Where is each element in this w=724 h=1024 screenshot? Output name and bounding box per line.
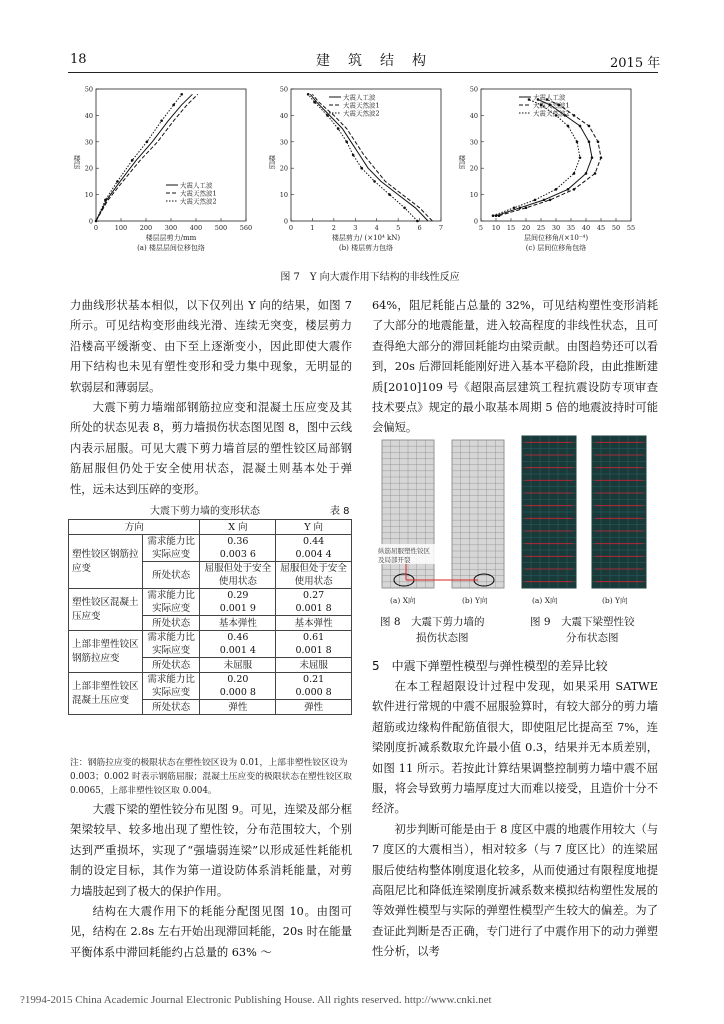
table-cell: 0.44 0.004 4: [276, 535, 352, 562]
series-point: [116, 180, 119, 183]
series-point: [307, 93, 310, 96]
panel-subcaption: (c) 层间位移角包络: [525, 244, 587, 252]
caption-line: 损伤状态图: [416, 632, 469, 644]
table-header-cell: X 向: [200, 520, 276, 535]
series-point: [549, 199, 552, 202]
y-tick-label: 20: [469, 164, 478, 173]
series-point: [528, 98, 531, 101]
table-cell: 0.61 0.001 8: [276, 631, 352, 658]
figure8-caption: [380, 614, 520, 646]
table-group-cell: 上部非塑性铰区钢筋拉应变: [69, 631, 143, 673]
right-column-top: [372, 296, 658, 439]
journal-year: 2015 年: [610, 56, 661, 71]
table-cell: 0.27 0.001 8: [276, 589, 352, 616]
x-tick-label: 5: [396, 224, 401, 232]
figure7-panel-b: [265, 85, 465, 260]
copyright-footer: ?1994-2015 China Academic Journal Electronic Publishing House. All rights reserved. http://www.cnki.net: [20, 994, 492, 1006]
figure7-panel-a: [70, 85, 270, 260]
series-point: [104, 199, 107, 202]
paragraph: 大震下剪力墙端部钢筋拉应变和混凝土压应变及其所处的状态见表 8，剪力墙损伤状态图见图 8，图中云线内表示屈服。可见大震下剪力墙首层的塑性铰区局部钢筋屈服但仍处于安全使用状态，混凝土则基本处于弹性，远未达到压碎的变形。: [70, 401, 352, 496]
series-point: [600, 156, 603, 159]
series-point: [146, 141, 149, 144]
y-tick-label: 50: [469, 85, 478, 94]
x-tick-label: 300: [164, 224, 178, 232]
figure9-caption: [530, 614, 660, 646]
y-tick-label: 50: [279, 85, 288, 94]
paragraph: 初步判断可能是由于 8 度区中震的地震作用较大（与 7 度区的大震相当），相对较多（与 7 度区比）的连梁屈服后使结构整体刚度退化较多，从而使通过有限程度地提高阻尼比和降低连梁刚度折减系数来模拟结构塑性发展的等效弹性模型与实际的弹塑性模型产生较大的偏差。为了查证此判断是否正确，专门进行了中震作用下的动力弹塑性分析，以考: [372, 822, 658, 959]
x-tick-label: 10: [491, 224, 501, 232]
x-tick-label: 1: [310, 224, 315, 232]
figure9a-building: [522, 436, 576, 588]
figure9-sub-b: (b) Y向: [602, 596, 628, 605]
series-point: [172, 104, 175, 107]
table-cell: 屈服但处于安全使用状态: [200, 562, 276, 589]
x-tick-label: 30: [551, 224, 561, 232]
y-axis-label: 楼层: [73, 155, 81, 169]
y-tick-label: 30: [84, 138, 93, 147]
series-point: [588, 125, 591, 128]
figure8a-building: [382, 440, 434, 588]
series-point: [180, 93, 183, 96]
series-point: [519, 207, 522, 210]
series-point: [573, 114, 576, 117]
series-point: [576, 141, 579, 144]
series-point: [534, 199, 537, 202]
legend-entry: 大震天然波1: [533, 101, 570, 110]
y-axis-label: 楼层: [268, 155, 276, 169]
series-point: [313, 101, 316, 104]
table-header-cell: Y 向: [276, 520, 352, 535]
y-tick-label: 0: [283, 217, 288, 226]
x-tick-label: 6: [417, 224, 422, 232]
paragraph: 大震下梁的塑性铰分布见图 9。可见，连梁及部分框架梁较早、较多地出现了塑性铰，分布范围较大，个别达到严重损坏，实现了“强墙弱连梁”以形成延性耗能机制的设定目标，其作为第一道设防体系消耗能量，对剪力墙肢起到了极大的保护作用。: [70, 803, 352, 898]
table-cell: 所处状态: [142, 616, 200, 631]
y-tick-label: 0: [88, 217, 93, 226]
section-title: 5 中震下弹塑性模型与弹性模型的差异比较: [372, 659, 608, 673]
series-point: [360, 167, 363, 170]
series-point: [345, 141, 348, 144]
x-tick-label: 15: [506, 224, 516, 232]
x-tick-label: 55: [626, 224, 636, 232]
table-cell: 所处状态: [142, 562, 200, 589]
series-point: [326, 114, 329, 117]
series-point: [95, 220, 98, 223]
y-tick-label: 40: [469, 111, 478, 120]
header-rule: [68, 72, 658, 73]
table-cell: 未屈服: [200, 658, 276, 673]
right-column-bottom: [372, 677, 658, 963]
x-tick-label: 35: [566, 224, 576, 232]
panel-subcaption: (b) 楼层剪力包络: [338, 244, 394, 252]
table-header-cell: 方向: [69, 520, 200, 535]
series-point: [416, 220, 419, 223]
table-cell: 需求能力比 实际应变: [142, 589, 200, 616]
series-point: [594, 172, 597, 175]
x-tick-label: 0: [93, 224, 99, 232]
table8: [68, 519, 352, 715]
table-cell: 所处状态: [142, 700, 200, 715]
figure7-panel-c: [455, 85, 655, 260]
figure8-sub-a: (a) X向: [390, 596, 416, 605]
caption-line: 分布状态图: [566, 632, 619, 644]
x-tick-label: 20: [521, 224, 531, 232]
table-group-cell: 上部非塑性铰区混凝土压应变: [69, 673, 143, 715]
series-point: [337, 127, 340, 130]
x-tick-label: 200: [139, 224, 153, 232]
table-group-cell: 塑性铰区混凝土压应变: [69, 589, 143, 631]
y-tick-label: 10: [469, 191, 478, 200]
y-tick-label: 40: [279, 111, 288, 120]
table-cell: 弹性: [200, 700, 276, 715]
panel-subcaption: (a) 楼层层间位移包络: [137, 244, 205, 252]
legend-entry: 大震天然波2: [180, 197, 217, 206]
series-point: [567, 125, 570, 128]
legend-entry: 大震天然波1: [180, 189, 217, 198]
x-tick-label: 500: [214, 224, 228, 232]
series-point: [567, 188, 570, 191]
y-tick-label: 10: [84, 191, 93, 200]
paragraph: 力曲线形状基本相似，以下仅列出 Y 向的结果，如图 7 所示。可见结构变形曲线光滑、连续无突变，楼层剪力沿楼高平缓渐变、由下至上逐渐变小，因此即使大震作用下结构也未见有塑性变形和受力集中现象，无明显的软弱层和薄弱层。: [70, 299, 352, 394]
left-column-bottom: [70, 800, 352, 963]
series-line: [96, 94, 192, 221]
x-axis-label: 楼层剪力/ (×10⁴ kN): [331, 234, 401, 242]
y-tick-label: 10: [279, 191, 288, 200]
table-cell: 0.36 0.003 6: [200, 535, 276, 562]
table-group-cell: 塑性铰区钢筋拉应变: [69, 535, 143, 589]
series-point: [591, 156, 594, 159]
series-point: [403, 207, 406, 210]
table8-title: 大震下剪力墙的变形状态: [150, 506, 260, 517]
x-tick-label: 0: [288, 224, 294, 232]
left-column-top: [70, 296, 352, 500]
series-point: [160, 119, 163, 122]
table8-note: 注：钢筋拉应变的极限状态在塑性铰区设为 0.01，上部非塑性铰区设为 0.003；0.002 时表示钢筋屈服；混凝土压应变的极限状态在塑性铰区取 0.0065，上部非塑性铰区取 0.004。: [70, 758, 352, 796]
x-tick-label: 45: [596, 224, 606, 232]
annotation-text: 及局部开裂: [378, 556, 411, 564]
table-cell: 未屈服: [276, 658, 352, 673]
table-cell: 需求能力比 实际应变: [142, 673, 200, 700]
series-point: [573, 188, 576, 191]
series-point: [555, 188, 558, 191]
x-tick-label: 4: [374, 224, 379, 232]
legend-entry: 大震人工波: [180, 181, 213, 190]
series-point: [573, 172, 576, 175]
y-tick-label: 50: [84, 85, 93, 94]
series-point: [131, 159, 134, 162]
x-tick-label: 560: [239, 224, 253, 232]
figure7-caption: 图 7 Y 向大震作用下结构的非线性反应: [280, 272, 460, 283]
series-point: [543, 199, 546, 202]
y-tick-label: 0: [473, 217, 478, 226]
table-cell: 需求能力比 实际应变: [142, 631, 200, 658]
figure9-sub-a: (a) X向: [532, 596, 558, 605]
table8-header-row: [69, 520, 352, 535]
legend-entry: 大震天然波1: [343, 101, 380, 110]
y-tick-label: 40: [84, 111, 93, 120]
series-point: [525, 207, 528, 210]
x-tick-label: 100: [114, 224, 128, 232]
legend-entry: 大震天然波2: [343, 109, 380, 118]
paragraph: 在本工程超限设计过程中发现，如果采用 SATWE 软件进行常规的中震不屈服验算时，有较大部分的剪力墙超筋或边缘构件配筋值很大，即使阻尼比提高至 7%，连梁刚度折减系数取允许最小值 0.3，结果并无本质差别，如图 11 所示。若按此计算结果调整控制剪力墙中震不屈服，将会导致剪力墙厚度过大而难以接受，且造价十分不经济。: [372, 680, 658, 816]
x-tick-label: 3: [353, 224, 358, 232]
figure8b-building: [452, 440, 504, 588]
x-tick-label: 5: [478, 224, 484, 232]
table-cell: 所处状态: [142, 658, 200, 673]
series-point: [579, 156, 582, 159]
legend-entry: 大震人工波: [343, 93, 376, 102]
caption-line: 图 9 大震下梁塑性铰: [530, 616, 635, 628]
table-cell: 0.20 0.000 8: [200, 673, 276, 700]
x-tick-label: 50: [611, 224, 621, 232]
x-axis-label: 层间位移角/(×10⁻⁴): [523, 234, 589, 242]
x-tick-label: 25: [536, 224, 546, 232]
table-cell: 0.29 0.001 9: [200, 589, 276, 616]
x-tick-label: 40: [581, 224, 591, 232]
y-tick-label: 20: [84, 164, 93, 173]
series-point: [585, 172, 588, 175]
figure9b-building: [592, 436, 646, 588]
journal-title: 建 筑 结 构: [316, 53, 428, 69]
table-cell: 需求能力比 实际应变: [142, 535, 200, 562]
legend-entry: 大震人工波: [533, 93, 566, 102]
figure8-9-images: [374, 432, 658, 610]
caption-line: 图 8 大震下剪力墙的: [380, 616, 485, 628]
figure8-sub-b: (b) Y向: [462, 596, 488, 605]
series-point: [588, 141, 591, 144]
y-tick-label: 30: [279, 138, 288, 147]
series-point: [352, 154, 355, 157]
x-tick-label: 400: [189, 224, 203, 232]
x-tick-label: 2: [331, 224, 336, 232]
table-cell: 屈服但处于安全使用状态: [276, 562, 352, 589]
y-tick-label: 30: [469, 138, 478, 147]
table-cell: 基本弹性: [276, 616, 352, 631]
paragraph: 结构在大震作用下的耗能分配图见图 10。由图可见，结构在 2.8s 左右开始出现滞回耗能，20s 时在能量平衡体系中滞回耗能约占总量的 63% ～: [70, 905, 352, 959]
series-point: [492, 214, 495, 217]
series-point: [579, 125, 582, 128]
series-point: [513, 207, 516, 210]
x-tick-label: 7: [438, 224, 444, 232]
y-tick-label: 20: [279, 164, 288, 173]
legend-entry: 大震天然波2: [533, 109, 570, 118]
table-cell: 0.46 0.001 4: [200, 631, 276, 658]
table-cell: 弹性: [276, 700, 352, 715]
series-point: [498, 214, 501, 217]
y-axis-label: 楼层: [458, 155, 466, 169]
table-cell: 基本弹性: [200, 616, 276, 631]
series-point: [388, 193, 391, 196]
paragraph: 64%，阻尼耗能占总量的 32%，可见结构塑性变形消耗了大部分的地震能量，进入较高程度的非线性状态，且可查得绝大部分的滞回耗能均由梁贡献。由图趋势还可以看到，20s 后滞回耗能刚好进入基本平稳阶段，由此推断建质[2010]109 号《超限高层建筑工程抗震设防专项审查技术要点》规定的最小取基本周期 5 倍的地震波持时可能会偏短。: [372, 299, 658, 435]
table8-label: 表 8: [330, 506, 350, 517]
table-cell: 0.21 0.000 8: [276, 673, 352, 700]
annotation-text: 纵筋屈服塑性铰区: [378, 547, 430, 555]
x-axis-label: 楼层层剪力/mm: [145, 234, 197, 242]
series-point: [597, 141, 600, 144]
series-point: [373, 180, 376, 183]
page-number: 18: [70, 52, 87, 67]
